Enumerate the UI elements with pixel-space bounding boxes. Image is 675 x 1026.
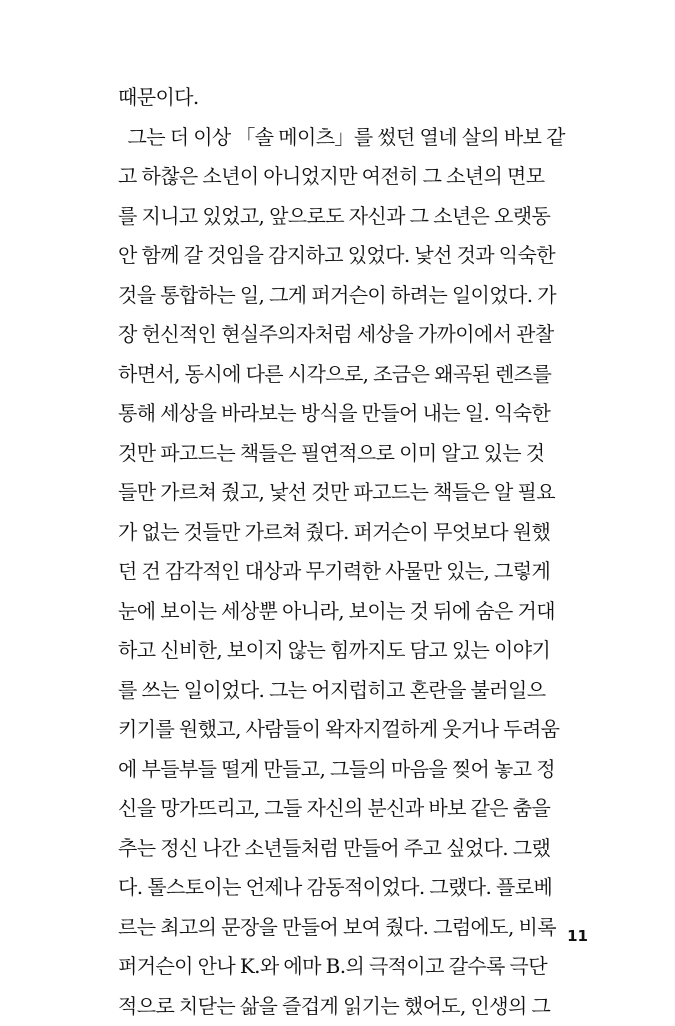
text-line: 적으로 치닫는 삶을 즐겁게 읽기는 했어도, 인생의 그 — [118, 987, 588, 1026]
text-line: 에 부들부들 떨게 만들고, 그들의 마음을 찢어 놓고 정 — [118, 750, 588, 790]
text-line: 하고 신비한, 보이지 않는 힘까지도 담고 있는 이야기 — [118, 631, 588, 671]
text-line: 추는 정신 나간 소년들처럼 만들어 주고 싶었다. 그랬 — [118, 829, 588, 869]
text-line: 퍼거슨이 안나 K.와 에마 B.의 극적이고 갈수록 극단 — [118, 947, 588, 987]
text-line: 것을 통합하는 일, 그게 퍼거슨이 하려는 일이었다. 가 — [118, 276, 588, 316]
text-line: 르는 최고의 문장을 만들어 보여 줬다. 그럼에도, 비록 — [118, 908, 588, 948]
body-text — [118, 78, 588, 1026]
text-line: 를 지니고 있었고, 앞으로도 자신과 그 소년은 오랫동 — [118, 197, 588, 237]
text-line: 다. 톨스토이는 언제나 감동적이었다. 그랬다. 플로베 — [118, 868, 588, 908]
text-line: 키기를 원했고, 사람들이 왁자지껄하게 웃거나 두려움 — [118, 710, 588, 750]
text-line: 를 쓰는 일이었다. 그는 어지럽히고 혼란을 불러일으 — [118, 671, 588, 711]
text-line: 가 없는 것들만 가르쳐 줬다. 퍼거슨이 무엇보다 원했 — [118, 513, 588, 553]
page-number: 11 — [548, 927, 588, 945]
text-line: 들만 가르쳐 줬고, 낯선 것만 파고드는 책들은 알 필요 — [118, 473, 588, 513]
text-line: 장 헌신적인 현실주의자처럼 세상을 가까이에서 관찰 — [118, 315, 588, 355]
text-line: 던 건 감각적인 대상과 무기력한 사물만 있는, 그렇게 — [118, 552, 588, 592]
text-line: 신을 망가뜨리고, 그들 자신의 분신과 바보 같은 춤을 — [118, 789, 588, 829]
text-line: 눈에 보이는 세상뿐 아니라, 보이는 것 뒤에 숨은 거대 — [118, 592, 588, 632]
text-line: 통해 세상을 바라보는 방식을 만들어 내는 일. 익숙한 — [118, 394, 588, 434]
text-line: 안 함께 갈 것임을 감지하고 있었다. 낯선 것과 익숙한 — [118, 236, 588, 276]
text-line: 것만 파고드는 책들은 필연적으로 이미 알고 있는 것 — [118, 434, 588, 474]
text-line: 때문이다. — [118, 78, 588, 118]
text-line: 그는 더 이상 「솔 메이츠」를 썼던 열네 살의 바보 같 — [118, 118, 588, 158]
text-line: 고 하찮은 소년이 아니었지만 여전히 그 소년의 면모 — [118, 157, 588, 197]
text-line: 하면서, 동시에 다른 시각으로, 조금은 왜곡된 렌즈를 — [118, 355, 588, 395]
